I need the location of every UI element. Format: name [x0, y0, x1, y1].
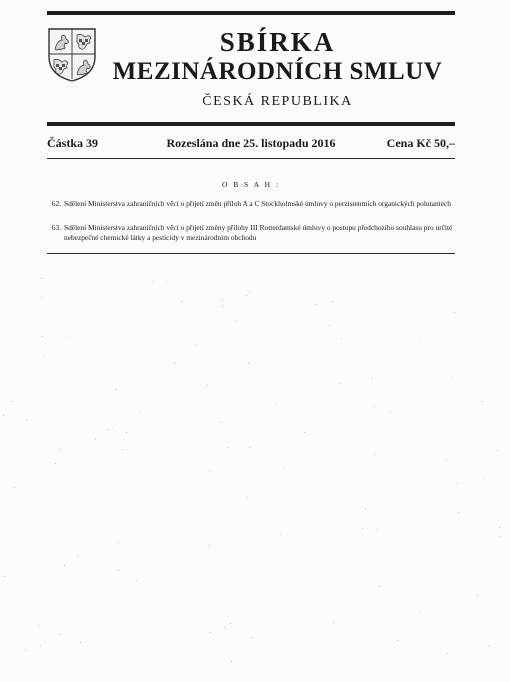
- issue-bottom-rule: [47, 158, 455, 159]
- issue-distribution-date: Rozeslána dne 25. listopadu 2016: [166, 136, 336, 150]
- scan-speck: [390, 412, 391, 413]
- scan-speck: [222, 300, 223, 301]
- scan-speck: [207, 385, 208, 386]
- scan-speck: [3, 415, 4, 416]
- scan-speck: [39, 625, 40, 626]
- scan-speck: [55, 463, 56, 464]
- contents-item-number: 62.: [51, 199, 61, 208]
- scan-speck: [489, 645, 490, 646]
- scan-speck: [224, 627, 225, 628]
- scan-speck: [117, 569, 118, 570]
- scan-speck: [231, 661, 232, 662]
- scan-speck: [12, 401, 13, 402]
- scan-speck: [397, 640, 398, 641]
- scan-speck: [499, 527, 500, 528]
- contents-item-text: Sdělení Ministerstva zahraničních věcí o přijetí změn příloh A a C Stockholmské úmluvy o perzistentních organických polutantech: [64, 199, 451, 208]
- scan-speck: [227, 447, 228, 448]
- contents-item-text: Sdělení Ministerstva zahraničních věcí o přijetí změny přílohy III Rotterdamské úmluvy o postupu předchozího souhlasu pro určité nebezpečné chemické látky a pesticidy v mezinárodním obchodu: [64, 223, 453, 242]
- scan-speck: [60, 634, 61, 635]
- issue-part-number: Částka 39: [47, 136, 99, 150]
- scan-speck: [247, 497, 248, 498]
- issue-price: Cena Kč 50,–: [386, 136, 455, 150]
- scan-speck: [136, 580, 137, 581]
- scan-speck: [40, 645, 41, 646]
- scan-speck: [315, 304, 316, 305]
- top-rule: [47, 11, 455, 15]
- scan-speck: [166, 281, 167, 282]
- scan-speck: [248, 363, 249, 364]
- scan-speck: [230, 623, 231, 624]
- scan-speck: [25, 650, 26, 651]
- scan-speck: [42, 336, 43, 337]
- scan-speck: [419, 338, 420, 339]
- scan-speck: [69, 336, 70, 337]
- country-subtitle: ČESKÁ REPUBLIKA: [202, 94, 353, 109]
- scan-speck: [446, 460, 447, 461]
- scan-speck: [500, 536, 501, 537]
- scan-speck: [379, 586, 380, 587]
- scan-speck: [41, 297, 42, 298]
- scan-speck: [43, 355, 44, 356]
- scan-speck: [80, 642, 81, 643]
- scan-speck: [339, 383, 340, 384]
- scan-speck: [372, 378, 373, 379]
- scan-speck: [153, 281, 154, 282]
- scan-speck: [283, 467, 284, 468]
- scan-speck: [447, 653, 448, 654]
- scan-speck: [458, 512, 459, 513]
- scan-speck: [116, 389, 117, 390]
- scan-speck: [26, 419, 27, 420]
- scan-speck: [373, 406, 374, 407]
- scan-speck: [362, 528, 363, 529]
- scan-speck: [77, 556, 78, 557]
- scan-speck: [174, 363, 175, 364]
- issue-info-row: [47, 135, 455, 151]
- scan-speck: [333, 622, 334, 623]
- scan-speck: [497, 450, 498, 451]
- scan-speck: [250, 447, 251, 448]
- scan-speck: [14, 487, 15, 488]
- scan-speck: [266, 397, 267, 398]
- scan-speck: [112, 427, 113, 428]
- contents-bottom-rule: [47, 253, 455, 254]
- scan-speck: [126, 432, 127, 433]
- scan-speck: [365, 508, 366, 509]
- scan-speck: [246, 295, 247, 296]
- scan-speck: [209, 471, 210, 472]
- scan-speck: [236, 320, 237, 321]
- scan-speck: [276, 403, 277, 404]
- scan-speck: [208, 545, 209, 546]
- scan-speck: [419, 611, 420, 612]
- scan-speck: [280, 534, 281, 535]
- scan-speck: [484, 478, 485, 479]
- scan-speck: [251, 637, 252, 638]
- scan-speck: [222, 306, 223, 307]
- scan-speck: [119, 570, 120, 571]
- scan-speck: [329, 325, 330, 326]
- scan-speck: [477, 595, 478, 596]
- contents-heading: O B S A H :: [221, 180, 281, 189]
- scan-speck: [4, 576, 5, 577]
- scan-speck: [123, 449, 124, 450]
- collection-title-line-1: SBÍRKA: [219, 27, 336, 57]
- contents-item-number: 63.: [51, 223, 61, 232]
- scan-speck: [118, 542, 119, 543]
- collection-title-line-2: MEZINÁRODNÍCH SMLUV: [112, 58, 443, 85]
- coat-of-arms-icon: [47, 27, 97, 83]
- scan-speck: [196, 344, 197, 345]
- scan-speck: [452, 377, 453, 378]
- scan-speck: [60, 449, 61, 450]
- scan-speck: [374, 454, 375, 455]
- scan-speck: [41, 278, 42, 279]
- scan-speck: [457, 483, 458, 484]
- scan-speck: [419, 342, 420, 343]
- scan-speck: [221, 422, 222, 423]
- scan-speck: [181, 301, 182, 302]
- scan-speck: [249, 291, 250, 292]
- scan-speck: [227, 306, 228, 307]
- scan-speck: [64, 565, 65, 566]
- scan-speck: [482, 401, 483, 402]
- scan-speck: [139, 412, 140, 413]
- scan-speck: [341, 338, 342, 339]
- scan-speck: [108, 429, 109, 430]
- scan-speck: [304, 432, 305, 433]
- header-bottom-rule: [47, 122, 455, 126]
- scan-speck: [332, 301, 333, 302]
- scan-speck: [377, 529, 378, 530]
- scan-speck: [454, 312, 455, 313]
- scan-speck: [210, 632, 211, 633]
- scan-speck: [95, 439, 96, 440]
